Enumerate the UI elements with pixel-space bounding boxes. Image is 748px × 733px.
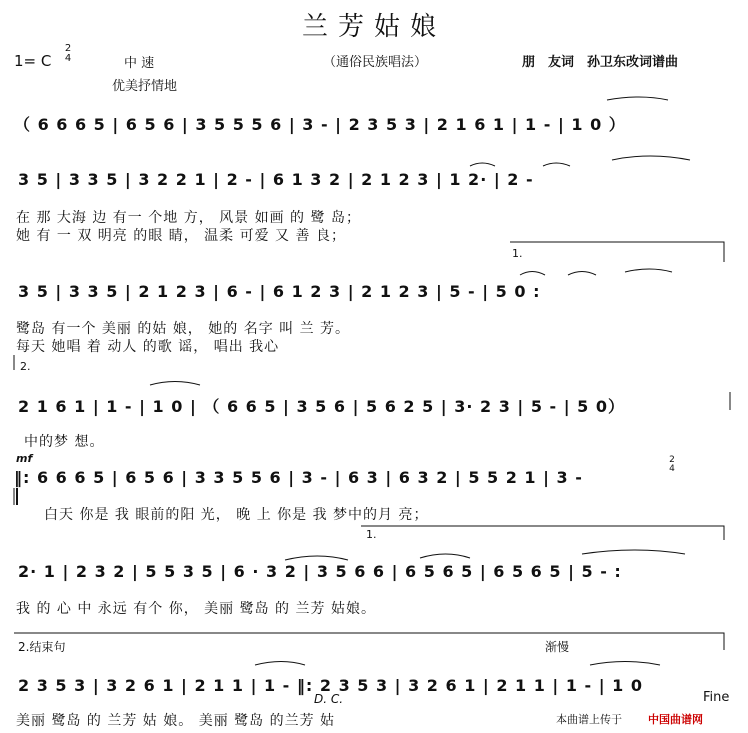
time-sig-top: 2: [64, 43, 72, 54]
lyrics-verse2-line2: 每天 她唱 着 动人 的歌 谣， 唱出 我心: [16, 339, 280, 355]
fine-mark: Fine: [703, 690, 730, 705]
style-note: （通俗民族唱法）: [323, 55, 428, 70]
volta-1-label: 1.: [512, 247, 523, 260]
notation-row-5: ‖: 6 6 6 5 | 6 5 6 | 3 3 5 5 6 | 3 - | 6 3 | 6 3 2 | 5 5 2 1 | 3 -: [14, 468, 583, 487]
lyrics-verse2-line1: 她 有 一 双 明亮 的眼 睛， 温柔 可爱 又 善 良；: [16, 228, 346, 244]
dc-mark: D. C.: [314, 692, 344, 706]
lyrics-verse1-line1: 在 那 大海 边 有一 个地 方， 风景 如画 的 鹭 岛；: [16, 210, 361, 226]
volta-1b-bracket: [361, 526, 724, 540]
notation-row-4: 2 1 6 1 | 1 - | 1 0 | （ 6 6 5 | 3 5 6 | 5 6 2 5 | 3· 2 3 | 5 - | 5 0）: [18, 397, 625, 416]
lyrics-row7: 美丽 鹭岛 的 兰芳 姑 娘。 美丽 鹭岛 的兰芳 姑: [16, 713, 336, 729]
volta-end-label: 2.结束句: [18, 640, 66, 654]
lyrics-verse1-line2: 鹭岛 有一个 美丽 的姑 娘， 她的 名字 叫 兰 芳。: [16, 321, 351, 337]
ritard-mark: 渐慢: [545, 640, 570, 654]
notation-row-1: （ 6 6 6 5 | 6 5 6 | 3 5 5 5 6 | 3 - | 2 3 5 3 | 2 1 6 1 | 1 - | 1 0 ）: [14, 115, 626, 134]
notation-row-7: 2 3 5 3 | 3 2 6 1 | 2 1 1 | 1 - ‖: 2 3 5 3 | 3 2 6 1 | 2 1 1 | 1 - | 1 0: [18, 676, 643, 695]
volta-1-bracket: [510, 242, 724, 262]
meter-change-bottom: 4: [669, 464, 675, 474]
volta-2-label: 2.: [20, 360, 31, 373]
tie-row1: [607, 97, 668, 100]
key-signature: 1= C: [14, 52, 52, 70]
notation-row-6: 2· 1 | 2 3 2 | 5 5 3 5 | 6 · 3 2 | 3 5 6 6 | 6 5 6 5 | 6 5 6 5 | 5 - :: [18, 562, 622, 581]
time-sig-bottom: 4: [64, 53, 72, 64]
notation-row-2: 3 5 | 3 3 5 | 3 2 2 1 | 2 - | 6 1 3 2 | 2 1 2 3 | 1 2· | 2 -: [18, 170, 534, 189]
lyrics-row6: 我 的 心 中 永远 有个 你， 美丽 鹭岛 的 兰芳 姑娘。: [16, 601, 376, 617]
volta-end-bracket: [14, 633, 724, 650]
tie-row2a: [470, 163, 495, 166]
expression-marking: 优美抒情地: [112, 79, 178, 94]
song-title: 兰芳姑娘: [301, 12, 446, 42]
dynamic-mark: mf: [16, 452, 33, 465]
notation-row-3: 3 5 | 3 3 5 | 2 1 2 3 | 6 - | 6 1 2 3 | 2 1 2 3 | 5 - | 5 0 :: [18, 282, 541, 301]
site-logo: 中国曲谱网: [648, 713, 703, 726]
meter-change-top: 2: [669, 455, 675, 465]
credits: 朋 友词 孙卫东改词谱曲: [522, 55, 679, 70]
upload-note: 本曲谱上传于: [556, 713, 622, 726]
volta-1b-label: 1.: [366, 528, 377, 541]
lyrics-row4: 中的梦 想。: [24, 434, 105, 450]
tempo-marking: 中 速: [124, 56, 155, 71]
lyrics-row5: 白天 你是 我 眼前的阳 光， 晚 上 你是 我 梦中的月 亮；: [44, 507, 429, 523]
